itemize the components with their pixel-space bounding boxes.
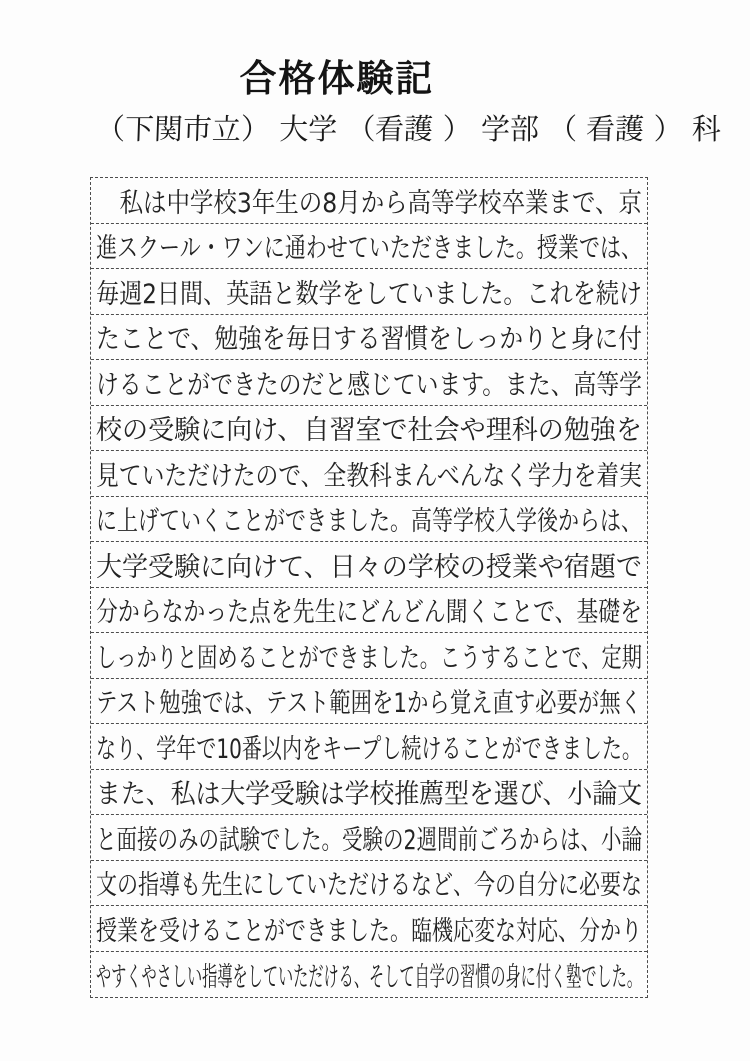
- handwritten-line: たことで、勉強を毎日する習慣をしっかりと身に付: [96, 324, 642, 356]
- handwritten-line: 校の受験に向け、自習室で社会や理科の勉強を: [96, 415, 642, 447]
- form-paren: ）: [241, 112, 280, 146]
- manuscript-row: [91, 178, 647, 224]
- manuscript-row: [91, 952, 647, 998]
- manuscript-row: [91, 542, 647, 588]
- handwritten-line: 大学受験に向けて、日々の学校の授業や宿題で: [96, 551, 642, 583]
- page-title: 合格体験記: [239, 56, 435, 100]
- form-label-faculty: 学部: [480, 112, 539, 146]
- handwritten-line: けることができたのだと感じています。また、高等学: [96, 369, 642, 401]
- manuscript-row: [91, 224, 647, 270]
- manuscript-row: [91, 815, 647, 861]
- manuscript-row: [91, 497, 647, 543]
- manuscript-row: [91, 451, 647, 497]
- handwritten-line: 見ていただけたので、全教科まんべんなく学力を着実: [96, 460, 642, 492]
- form-paren: （: [337, 112, 376, 146]
- handwritten-line: 毎週2日間、英語と数学をしていました。これを続け: [96, 278, 642, 310]
- manuscript-row: [91, 770, 647, 816]
- handwritten-line: やすくやさしい指導をしていただける、そして自学の習慣の身に付く塾でした。: [96, 961, 642, 993]
- handwritten-line: 私は中学校3年生の8月から高等学校卒業まで、京: [96, 187, 642, 219]
- school-form-line: [96, 108, 721, 151]
- manuscript-row: [91, 360, 647, 406]
- manuscript-row: [91, 633, 647, 679]
- handwritten-department-name: 看護: [585, 112, 645, 146]
- handwritten-line: に上げていくことができました。高等学校入学後からは、: [96, 506, 642, 538]
- form-paren: （: [96, 112, 126, 146]
- manuscript-row: [91, 679, 647, 725]
- handwritten-faculty-name: 看護: [374, 112, 435, 146]
- manuscript-row: [91, 406, 647, 452]
- manuscript-ruled-box: [90, 177, 648, 998]
- manuscript-row: [91, 588, 647, 634]
- form-paren: ）: [433, 112, 481, 146]
- form-paren: （: [538, 112, 587, 146]
- handwritten-line: 文の指導も先生にしていただけるなど、今の自分に必要な: [96, 870, 642, 902]
- handwritten-line: しっかりと固めることができました。こうすることで、定期: [96, 642, 642, 674]
- form-paren: ）: [644, 112, 692, 146]
- manuscript-row: [91, 315, 647, 361]
- manuscript-row: [91, 906, 647, 952]
- handwritten-line: 授業を受けることができました。臨機応変な対応、分かり: [96, 915, 642, 947]
- handwritten-line: 分からなかった点を先生にどんどん聞くことで、基礎を: [96, 597, 642, 629]
- form-label-university: 大学: [279, 112, 338, 146]
- handwritten-line: なり、学年で10番以内をキープし続けることができました。: [96, 733, 642, 765]
- handwritten-university-name: 下関市立: [124, 112, 242, 146]
- handwritten-line: 進スクール・ワンに通わせていただきました。授業では、: [96, 233, 642, 265]
- handwritten-line: と面接のみの試験でした。受験の2週間前ごろからは、小論: [96, 824, 642, 856]
- handwritten-line: テスト勉強では、テスト範囲を1から覚え直す必要が無く: [96, 688, 642, 720]
- manuscript-row: [91, 269, 647, 315]
- manuscript-row: [91, 724, 647, 770]
- manuscript-row: [91, 861, 647, 907]
- form-label-department: 科: [691, 112, 721, 146]
- handwritten-line: また、私は大学受験は学校推薦型を選び、小論文: [96, 779, 642, 811]
